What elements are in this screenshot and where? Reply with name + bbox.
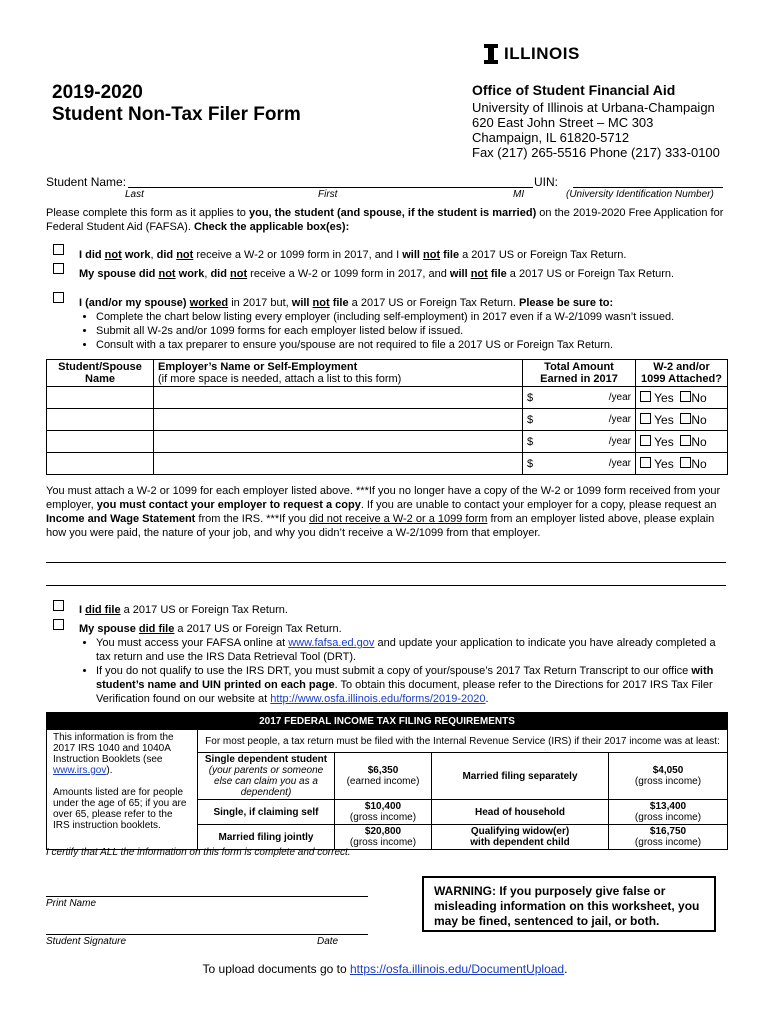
employer-cell[interactable]: [154, 387, 523, 409]
fafsa-link[interactable]: www.fafsa.ed.gov: [288, 637, 375, 649]
attached-cell: [636, 453, 728, 475]
uin-label: UIN:: [534, 175, 558, 189]
student-name-label: Student Name:: [46, 175, 127, 189]
bullet-text: and update your application to indicate you have already completed a tax return and use the IRS Data Retrieval Tool (DRT).: [96, 637, 716, 663]
bullet-item: [96, 636, 730, 664]
employer-table: [46, 359, 728, 475]
option2-text: My spouse did not work, did not receive a W-2 or 1099 form in 2017, and will not file a 2017 US or Foreign Tax Return.: [79, 268, 675, 280]
option4-text: I did file a 2017 US or Foreign Tax Return.: [79, 604, 288, 616]
col-total-amount: Total Amount Earned in 2017: [523, 360, 636, 387]
upload-link[interactable]: https://osfa.illinois.edu/DocumentUpload: [349, 962, 565, 976]
amount-value: $13,400: [649, 801, 687, 812]
amount-value: $16,750: [649, 826, 687, 837]
requirements-note: [47, 730, 198, 850]
table-row: [47, 409, 728, 431]
note-text: ).: [106, 765, 113, 776]
employer-table-header: [47, 360, 728, 387]
yes-label: Yes: [654, 456, 674, 471]
per-year: /year: [608, 457, 631, 469]
note-text: Amounts listed are for people under the age of 65; if you are over 65, please refer to the IRS instruction booklets.: [53, 787, 187, 831]
income-type: (gross income): [349, 837, 417, 848]
status-cell: [432, 825, 609, 850]
dollar-sign: $: [527, 457, 534, 470]
amount-cell: [335, 825, 432, 850]
option3-text: I (and/or my spouse) worked in 2017 but, will not file a 2017 US or Foreign Tax Return. Please be sure to:: [79, 297, 614, 309]
last-name-hint: Last: [125, 189, 144, 200]
status-cell: [198, 800, 335, 825]
office-name: Office of Student Financial Aid: [472, 82, 676, 98]
requirements-table: [46, 712, 728, 850]
amount-cell: [335, 753, 432, 800]
bullet-text: . To obtain this document, please refer to the Directions for 2017 IRS Tax Filer Verification found on our website at: [96, 679, 713, 705]
amount-value: $10,400: [364, 801, 402, 812]
yes-label: Yes: [654, 434, 674, 449]
attach-text: from the IRS. ***If you: [195, 513, 310, 525]
attached-cell: [636, 431, 728, 453]
no-label: No: [691, 390, 707, 405]
amount-value: $20,800: [364, 826, 402, 837]
print-name-field[interactable]: [46, 896, 368, 897]
status-label: Qualifying widow(er): [470, 826, 570, 837]
yes-checkbox[interactable]: [640, 457, 651, 468]
income-type: (earned income): [346, 776, 420, 787]
explanation-line[interactable]: [46, 562, 726, 563]
amount-cell[interactable]: [523, 409, 636, 431]
attach-paragraph: [46, 484, 730, 540]
yes-checkbox[interactable]: [640, 435, 651, 446]
student-spouse-cell[interactable]: [47, 453, 154, 475]
upload-text: To upload documents go to: [202, 962, 350, 976]
first-name-hint: First: [318, 189, 338, 200]
amount-cell: [335, 800, 432, 825]
status-label: Head of household: [475, 806, 565, 818]
office-line: Champaign, IL 61820-5712: [472, 130, 630, 145]
form-year: 2019-2020: [52, 82, 143, 103]
no-label: No: [691, 412, 707, 427]
irs-link[interactable]: www.irs.gov: [53, 765, 107, 776]
yes-label: Yes: [654, 390, 674, 405]
col-w2-attached: W-2 and/or 1099 Attached?: [636, 360, 728, 387]
explanation-line[interactable]: [46, 585, 726, 586]
student-spouse-cell[interactable]: [47, 409, 154, 431]
attach-text: . If you are unable to contact your employer for a copy, please request an: [360, 499, 717, 511]
attached-cell: [636, 409, 728, 431]
office-line: 620 East John Street – MC 303: [472, 115, 654, 130]
illinois-logo: [484, 44, 580, 64]
option4-checkbox[interactable]: [53, 600, 64, 614]
bullet-text: If you do not qualify to use the IRS DRT, you must submit a copy of your/spouse’s 2017 Tax Return Transcript to our office: [96, 665, 692, 677]
status-label: Single dependent student: [204, 754, 328, 765]
note-text: This information is from the 2017 IRS 1040 and 1040A Instruction Booklets (see: [53, 732, 174, 765]
income-type: (gross income): [634, 837, 702, 848]
status-cell: [198, 753, 335, 800]
signature-label: Student Signature: [46, 936, 127, 947]
uin-hint: (University Identification Number): [566, 189, 714, 200]
bullet-text: .: [485, 693, 489, 705]
per-year: /year: [608, 413, 631, 425]
bullet-item: • Consult with a tax preparer to ensure you/spouse are not required to file a 2017 US or Foreign Tax Return.: [96, 338, 730, 352]
no-label: No: [691, 434, 707, 449]
income-type: (gross income): [634, 776, 702, 787]
table-row: [47, 387, 728, 409]
intro-text: Please complete this form as it applies to: [46, 207, 249, 219]
intro-bold: Check the applicable box(es):: [193, 221, 350, 233]
yes-checkbox[interactable]: [640, 413, 651, 424]
dollar-sign: $: [527, 391, 534, 404]
income-type: (gross income): [349, 812, 417, 823]
requirements-title: 2017 FEDERAL INCOME TAX FILING REQUIREMENTS: [47, 713, 728, 730]
status-label: Married filing jointly: [218, 831, 314, 843]
status-cell: [198, 825, 335, 850]
bullet-bold: with student’s name and UIN printed on each page: [96, 665, 714, 691]
no-checkbox[interactable]: [680, 435, 691, 446]
attach-bold: you must contact your employer to request a copy: [96, 499, 361, 511]
amount-value: $4,050: [652, 765, 684, 776]
student-spouse-cell[interactable]: [47, 431, 154, 453]
bullet-text: You must access your FAFSA online at: [96, 637, 289, 649]
student-spouse-cell[interactable]: [47, 387, 154, 409]
status-cell: [432, 800, 609, 825]
office-line: Fax (217) 265-5516 Phone (217) 333-0100: [472, 145, 720, 160]
option5-checkbox[interactable]: [53, 619, 64, 633]
status-label: with dependent child: [470, 837, 570, 848]
office-address: [472, 83, 720, 160]
col-student-spouse: Student/Spouse Name: [47, 360, 154, 387]
osfa-forms-link[interactable]: http://www.osfa.illinois.edu/forms/2019-2020: [270, 693, 486, 705]
yes-checkbox[interactable]: [640, 391, 651, 402]
option1-checkbox[interactable]: [53, 244, 64, 258]
per-year: /year: [608, 391, 631, 403]
upload-line: [0, 962, 770, 976]
status-hint: (your parents or someone else can claim you as a dependent): [208, 765, 324, 798]
no-checkbox[interactable]: [680, 457, 691, 468]
amount-cell[interactable]: [523, 453, 636, 475]
attach-text: from an employer listed above, please explain how you were paid, the nature of your job, and why you didn’t receive a W-2/1099 from that employer.: [46, 513, 715, 539]
office-line: University of Illinois at Urbana-Champaign: [472, 100, 715, 115]
certify-statement: I certify that ALL the information on this form is complete and correct.: [46, 847, 351, 858]
dollar-sign: $: [527, 435, 534, 448]
amount-cell: [609, 753, 728, 800]
no-checkbox[interactable]: [680, 391, 691, 402]
print-name-label: Print Name: [46, 898, 97, 909]
amount-cell: [609, 825, 728, 850]
requirements-intro: For most people, a tax return must be filed with the Internal Revenue Service (IRS) if their 2017 income was at least:: [198, 730, 728, 753]
bullet-item: [96, 664, 730, 706]
yes-label: Yes: [654, 412, 674, 427]
form-title: Student Non-Tax Filer Form: [52, 104, 301, 125]
bullet-item: • Complete the chart below listing every employer (including self-employment) in 2017 even if a W-2/1099 wasn’t issued.: [96, 310, 730, 324]
amount-value: $6,350: [367, 765, 399, 776]
date-label: Date: [317, 936, 339, 947]
option2-checkbox[interactable]: [53, 263, 64, 277]
income-type: (gross income): [634, 812, 702, 823]
col-employer-title: Employer’s Name or Self-Employment: [158, 361, 358, 373]
option5-text: My spouse did file a 2017 US or Foreign Tax Return.: [79, 623, 342, 635]
illinois-block-i-icon: [484, 44, 498, 64]
attach-bold: Income and Wage Statement: [46, 513, 196, 525]
student-name-field[interactable]: [128, 187, 533, 188]
employer-cell[interactable]: [154, 431, 523, 453]
no-label: No: [691, 456, 707, 471]
amount-cell[interactable]: [523, 431, 636, 453]
no-checkbox[interactable]: [680, 413, 691, 424]
filed-bullets: [50, 636, 730, 706]
employer-cell[interactable]: [154, 453, 523, 475]
option1-text: I did not work, did not receive a W-2 or 1099 form in 2017, and I will not file a 2017 US or Foreign Tax Return.: [79, 249, 627, 261]
upload-text: .: [564, 962, 568, 976]
status-cell: [432, 753, 609, 800]
intro-paragraph: [46, 206, 726, 234]
signature-field[interactable]: [46, 934, 368, 935]
table-row: [47, 453, 728, 475]
dollar-sign: $: [527, 413, 534, 426]
per-year: /year: [608, 435, 631, 447]
employer-cell[interactable]: [154, 409, 523, 431]
attach-text: You must attach a W-2 or 1099 for each employer listed above. ***If you no longer have a copy of the W-2 or 1099 form received from your employer,: [46, 485, 721, 511]
attach-underline: did not receive a W-2 or a 1099 form: [309, 513, 488, 525]
uin-field[interactable]: [573, 187, 723, 188]
col-employer: [154, 360, 523, 387]
option3-checkbox[interactable]: [53, 292, 64, 306]
status-label: Married filing separately: [462, 770, 578, 782]
amount-cell: [609, 800, 728, 825]
attached-cell: [636, 387, 728, 409]
warning-box: WARNING: If you purposely give false or misleading information on this worksheet, you may be fined, sentenced to jail, or both.: [422, 876, 716, 932]
status-label: Single, if claiming self: [213, 806, 319, 818]
option3-bullets: [50, 310, 730, 352]
intro-bold: you, the student (and spouse, if the student is married): [248, 207, 537, 219]
col-employer-hint: (if more space is needed, attach a list to this form): [158, 373, 402, 385]
amount-cell[interactable]: [523, 387, 636, 409]
logo-text: ILLINOIS: [504, 44, 580, 63]
intro-text: on the 2019-2020 Free Application for Federal Student Aid (FAFSA).: [46, 207, 724, 233]
mi-hint: MI: [513, 189, 525, 200]
table-row: [47, 431, 728, 453]
bullet-item: • Submit all W-2s and/or 1099 forms for each employer listed below if issued.: [96, 324, 730, 338]
